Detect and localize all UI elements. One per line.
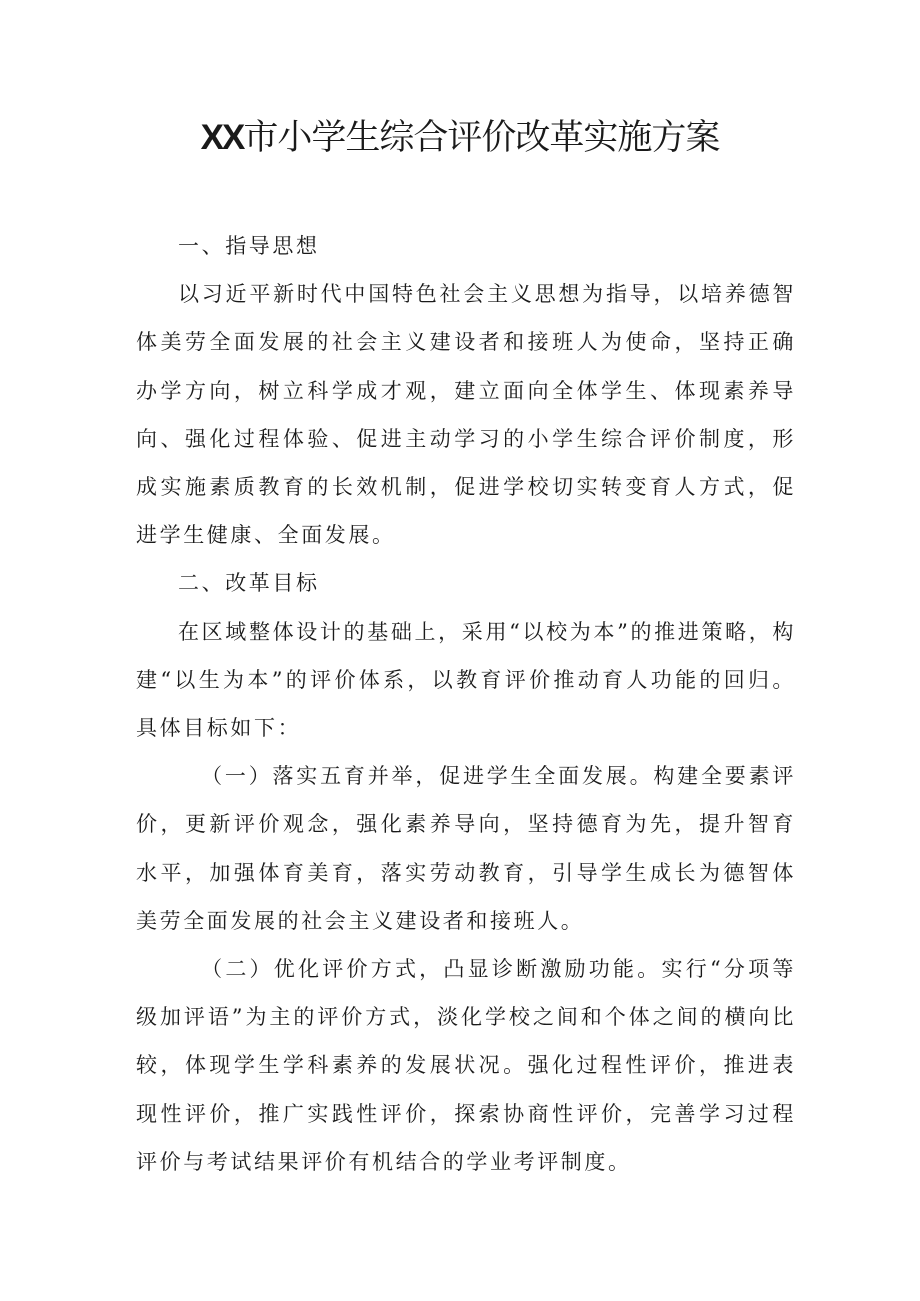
item1-paragraph: （一）落实五育并举，促进学生全面发展。构建全要素评价，更新评价观念，强化素养导向，坚持德育为先，提升智育水平，加强体育美育，落实劳动教育，引导学生成长为德智体美劳全面发展的社会主义建设者和接班人。 <box>136 764 796 933</box>
title-prefix: XX <box>200 118 244 157</box>
document-title <box>0 112 920 164</box>
item2-paragraph: （二）优化评价方式，凸显诊断激励功能。实行“分项等级加评语”为主的评价方式，淡化学校之间和个体之间的横向比较，体现学生学科素养的发展状况。强化过程性评价，推进表现性评价，推广实践性评价，探索协商性评价，完善学习过程评价与考试结果评价有机结合的学业考评制度。 <box>136 957 796 1174</box>
title-main: 市小学生综合评价改革实施方案 <box>243 118 720 158</box>
section2-heading: 二、改革目标 <box>178 571 320 596</box>
document-body <box>136 222 796 1186</box>
section1-heading: 一、指导思想 <box>178 234 320 258</box>
section2-paragraph: 在区域整体设计的基础上，采用“以校为本”的推进策略，构建“以生为本”的评价体系，以教育评价推动育人功能的回归。具体目标如下： <box>136 619 796 741</box>
section1-paragraph: 以习近平新时代中国特色社会主义思想为指导，以培养德智体美劳全面发展的社会主义建设者和接班人为使命，坚持正确办学方向，树立科学成才观，建立面向全体学生、体现素养导向、强化过程体验、促进主动学习的小学生综合评价制度，形成实施素质教育的长效机制，促进学校切实转变育人方式，促进学生健康、全面发展。 <box>136 282 796 548</box>
